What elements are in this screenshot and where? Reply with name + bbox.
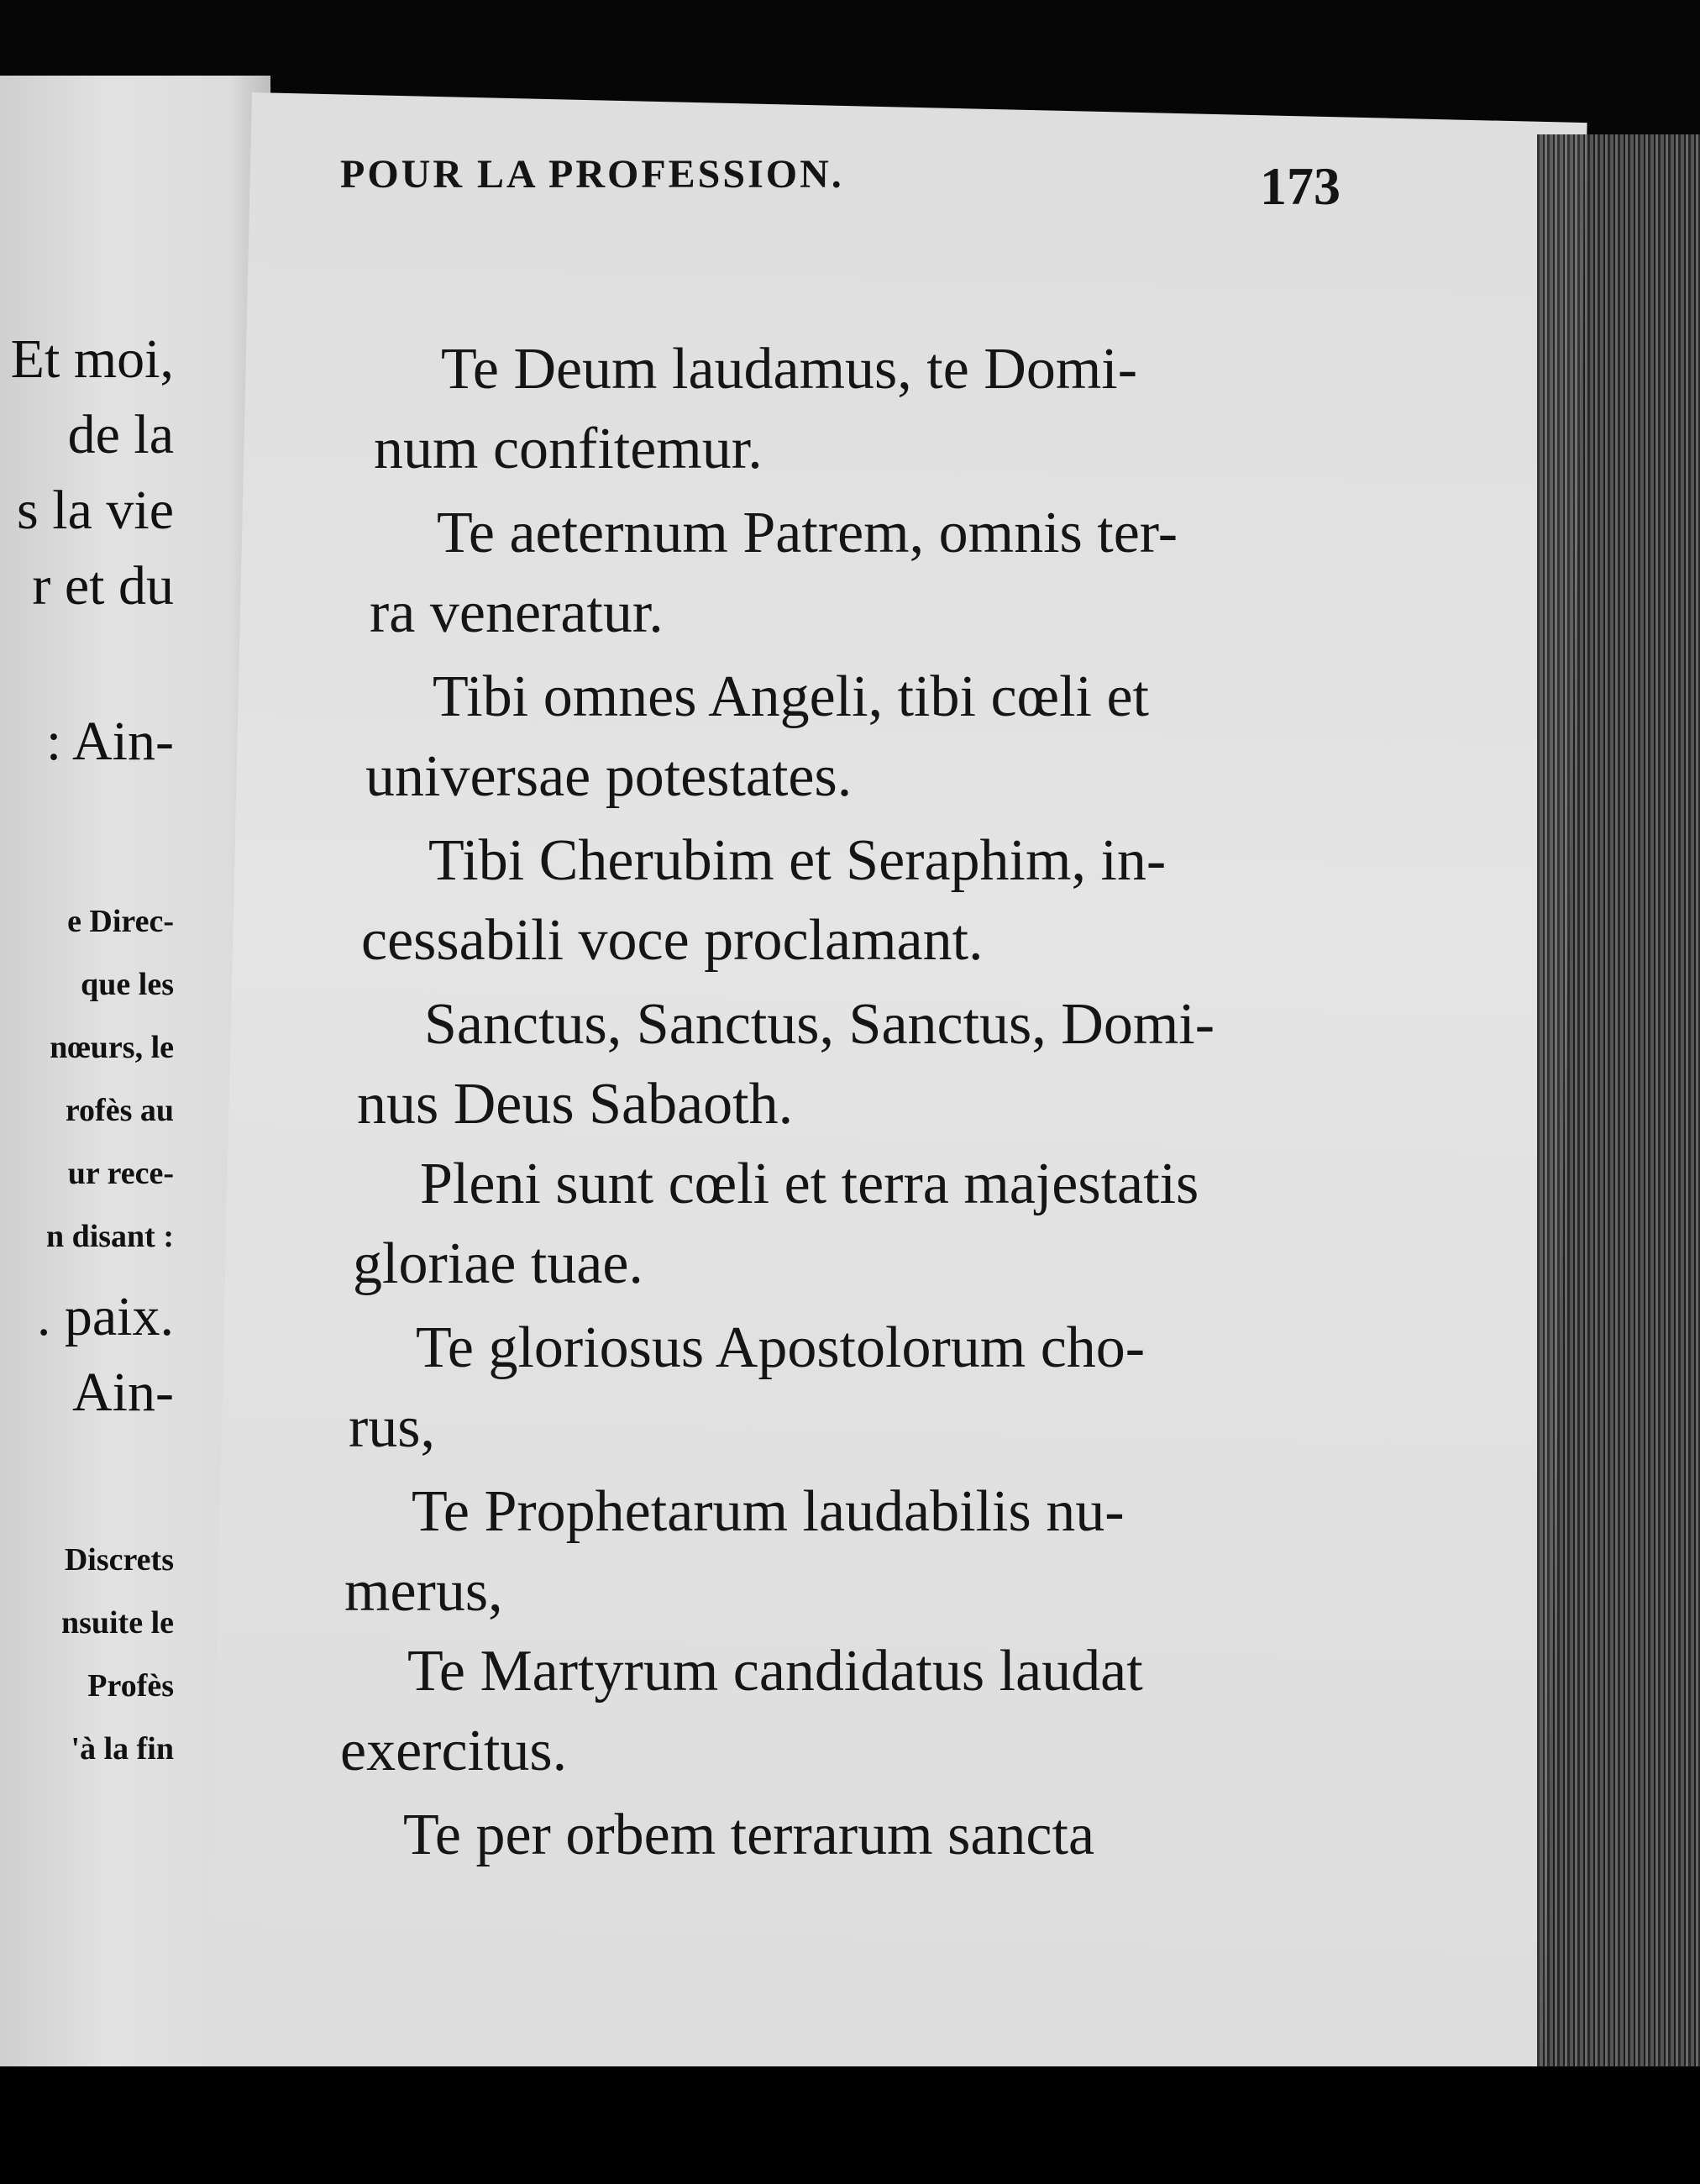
verse-line: Te Prophetarum laudabilis nu- xyxy=(412,1479,1125,1544)
left-line: . paix. xyxy=(36,1286,174,1347)
page-block-edge xyxy=(1537,134,1700,2117)
verse-line: exercitus. xyxy=(340,1719,568,1783)
left-line-small: n disant : xyxy=(45,1219,174,1254)
left-line-small: nsuite le xyxy=(60,1605,174,1641)
verse-line: Te Deum laudamus, te Domi- xyxy=(441,337,1138,402)
verse-line: rus, xyxy=(349,1395,436,1460)
verse-line: cessabili voce proclamant. xyxy=(361,908,984,973)
verse-line: Pleni sunt cœli et terra majestatis xyxy=(420,1152,1199,1216)
left-line-small: nœurs, le xyxy=(50,1030,174,1065)
verse-line: nus Deus Sabaoth. xyxy=(357,1072,794,1137)
verse-line: Sanctus, Sanctus, Sanctus, Domi- xyxy=(424,992,1215,1057)
left-line: Et moi, xyxy=(10,328,174,390)
page-number: 173 xyxy=(1260,156,1341,216)
verse-line: universae potestates. xyxy=(365,744,853,809)
left-line: : Ain- xyxy=(45,711,174,772)
verse-line: merus, xyxy=(344,1559,503,1624)
left-line: r et du xyxy=(32,555,174,617)
verse-line: Te Martyrum candidatus laudat xyxy=(407,1639,1143,1704)
left-line-small: que les xyxy=(81,967,174,1002)
verse-line: Te aeternum Patrem, omnis ter- xyxy=(437,501,1178,565)
left-line-small: 'à la fin xyxy=(71,1731,174,1767)
left-line: Ain- xyxy=(72,1362,174,1423)
scan-bottom-border xyxy=(0,2066,1700,2184)
left-line-small: e Direc- xyxy=(67,904,174,939)
verse-line: Tibi Cherubim et Seraphim, in- xyxy=(428,828,1167,893)
verse-line: gloriae tuae. xyxy=(353,1231,643,1296)
left-line-small: ur rece- xyxy=(67,1156,174,1191)
left-line: de la xyxy=(67,404,174,465)
running-header: POUR LA PROFESSION. xyxy=(340,152,844,197)
left-line-small: Discrets xyxy=(64,1542,174,1578)
left-line-small: rofès au xyxy=(65,1093,174,1128)
verse-line: ra veneratur. xyxy=(370,580,664,645)
left-line-small: Profès xyxy=(87,1668,174,1704)
left-line: s la vie xyxy=(17,480,174,541)
verse-line: Te gloriosus Apostolorum cho- xyxy=(416,1315,1146,1380)
verse-line: Te per orbem terrarum sancta xyxy=(403,1803,1095,1867)
verse-line: Tibi omnes Angeli, tibi cœli et xyxy=(433,664,1149,729)
verse-line: num confitemur. xyxy=(374,417,763,481)
